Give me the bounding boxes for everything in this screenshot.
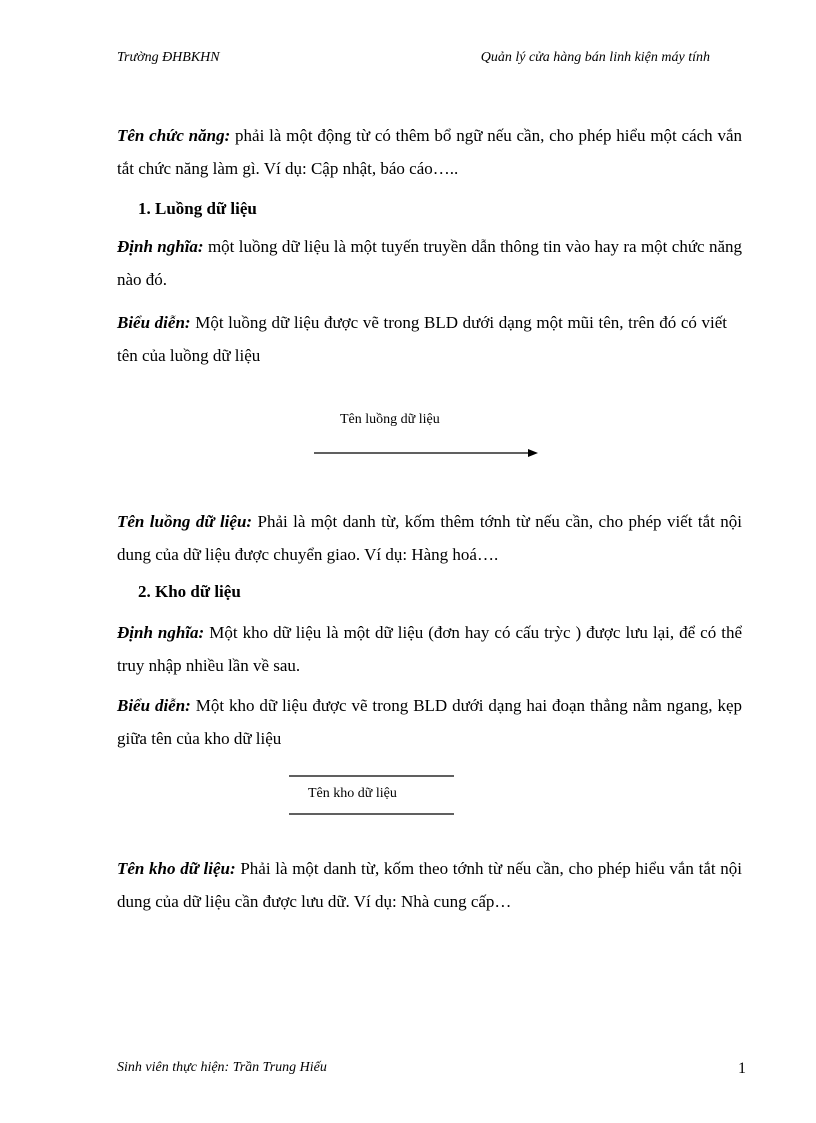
- section1-name-term: Tên luồng dữ liệu:: [117, 512, 253, 531]
- section1-name-paragraph: [117, 505, 742, 571]
- section2-name-paragraph: [117, 852, 742, 918]
- section2-representation: [117, 689, 742, 755]
- header-title: Quản lý cửa hàng bán linh kiện máy tính: [480, 50, 710, 65]
- page-footer: [117, 1060, 746, 1080]
- flow-arrow-diagram: [312, 446, 542, 460]
- flow-arrowhead: [528, 449, 538, 457]
- section1-heading: 1. Luồng dữ liệu: [138, 199, 257, 218]
- page-header: [117, 50, 710, 70]
- section1-definition-text: một luồng dữ liệu là một tuyến truyền dẫn thông tin vào hay ra một chức năng nào đó.: [117, 237, 742, 289]
- footer-author: Sinh viên thực hiện: Trần Trung Hiếu: [117, 1060, 327, 1075]
- section2-representation-text: Một kho dữ liệu được vẽ trong BLD dưới dạng hai đoạn thẳng nằm ngang, kẹp giữa tên của kho dữ liệu: [117, 696, 742, 748]
- header-school: Trường ĐHBKHN: [117, 50, 220, 65]
- intro-paragraph: [117, 119, 742, 185]
- section2-heading: 2. Kho dữ liệu: [138, 582, 241, 601]
- section2-definition: [117, 616, 742, 682]
- section2-definition-text: Một kho dữ liệu là một dữ liệu (đơn hay có cấu trỳc ) được lưu lại, để có thể truy nhập nhiều lần về sau.: [117, 623, 742, 675]
- flow-diagram-label: Tên luồng dữ liệu: [340, 412, 440, 427]
- section1-representation-term: Biểu diễn:: [117, 313, 191, 332]
- intro-text: phải là một động từ có thêm bổ ngữ nếu cần, cho phép hiểu một cách vắn tắt chức năng làm gì. Ví dụ: Cập nhật, báo cáo…..: [117, 126, 743, 178]
- section1-representation: [117, 306, 727, 372]
- section1-definition: [117, 230, 742, 296]
- intro-term: Tên chức năng:: [117, 126, 231, 145]
- section2-representation-term: Biểu diễn:: [117, 696, 191, 715]
- store-diagram-label: Tên kho dữ liệu: [308, 786, 397, 801]
- section2-name-term: Tên kho dữ liệu:: [117, 859, 236, 878]
- section1-name-text: Phải là một danh từ, kốm thêm tớnh từ nếu cần, cho phép viết tắt nội dung của dữ liệu được chuyển giao. Ví dụ: Hàng hoá….: [117, 512, 743, 564]
- section1-representation-text: Một luồng dữ liệu được vẽ trong BLD dưới dạng một mũi tên, trên đó có viết tên của luồng dữ liệu: [117, 313, 727, 365]
- page-number: 1: [738, 1060, 746, 1077]
- section1-definition-term: Định nghĩa:: [117, 237, 204, 256]
- section2-definition-term: Định nghĩa:: [117, 623, 205, 642]
- section2-name-text: Phải là một danh từ, kốm theo tớnh từ nếu cần, cho phép hiểu vắn tắt nội dung của dữ liệu cần được lưu dữ. Ví dụ: Nhà cung cấp…: [117, 859, 742, 911]
